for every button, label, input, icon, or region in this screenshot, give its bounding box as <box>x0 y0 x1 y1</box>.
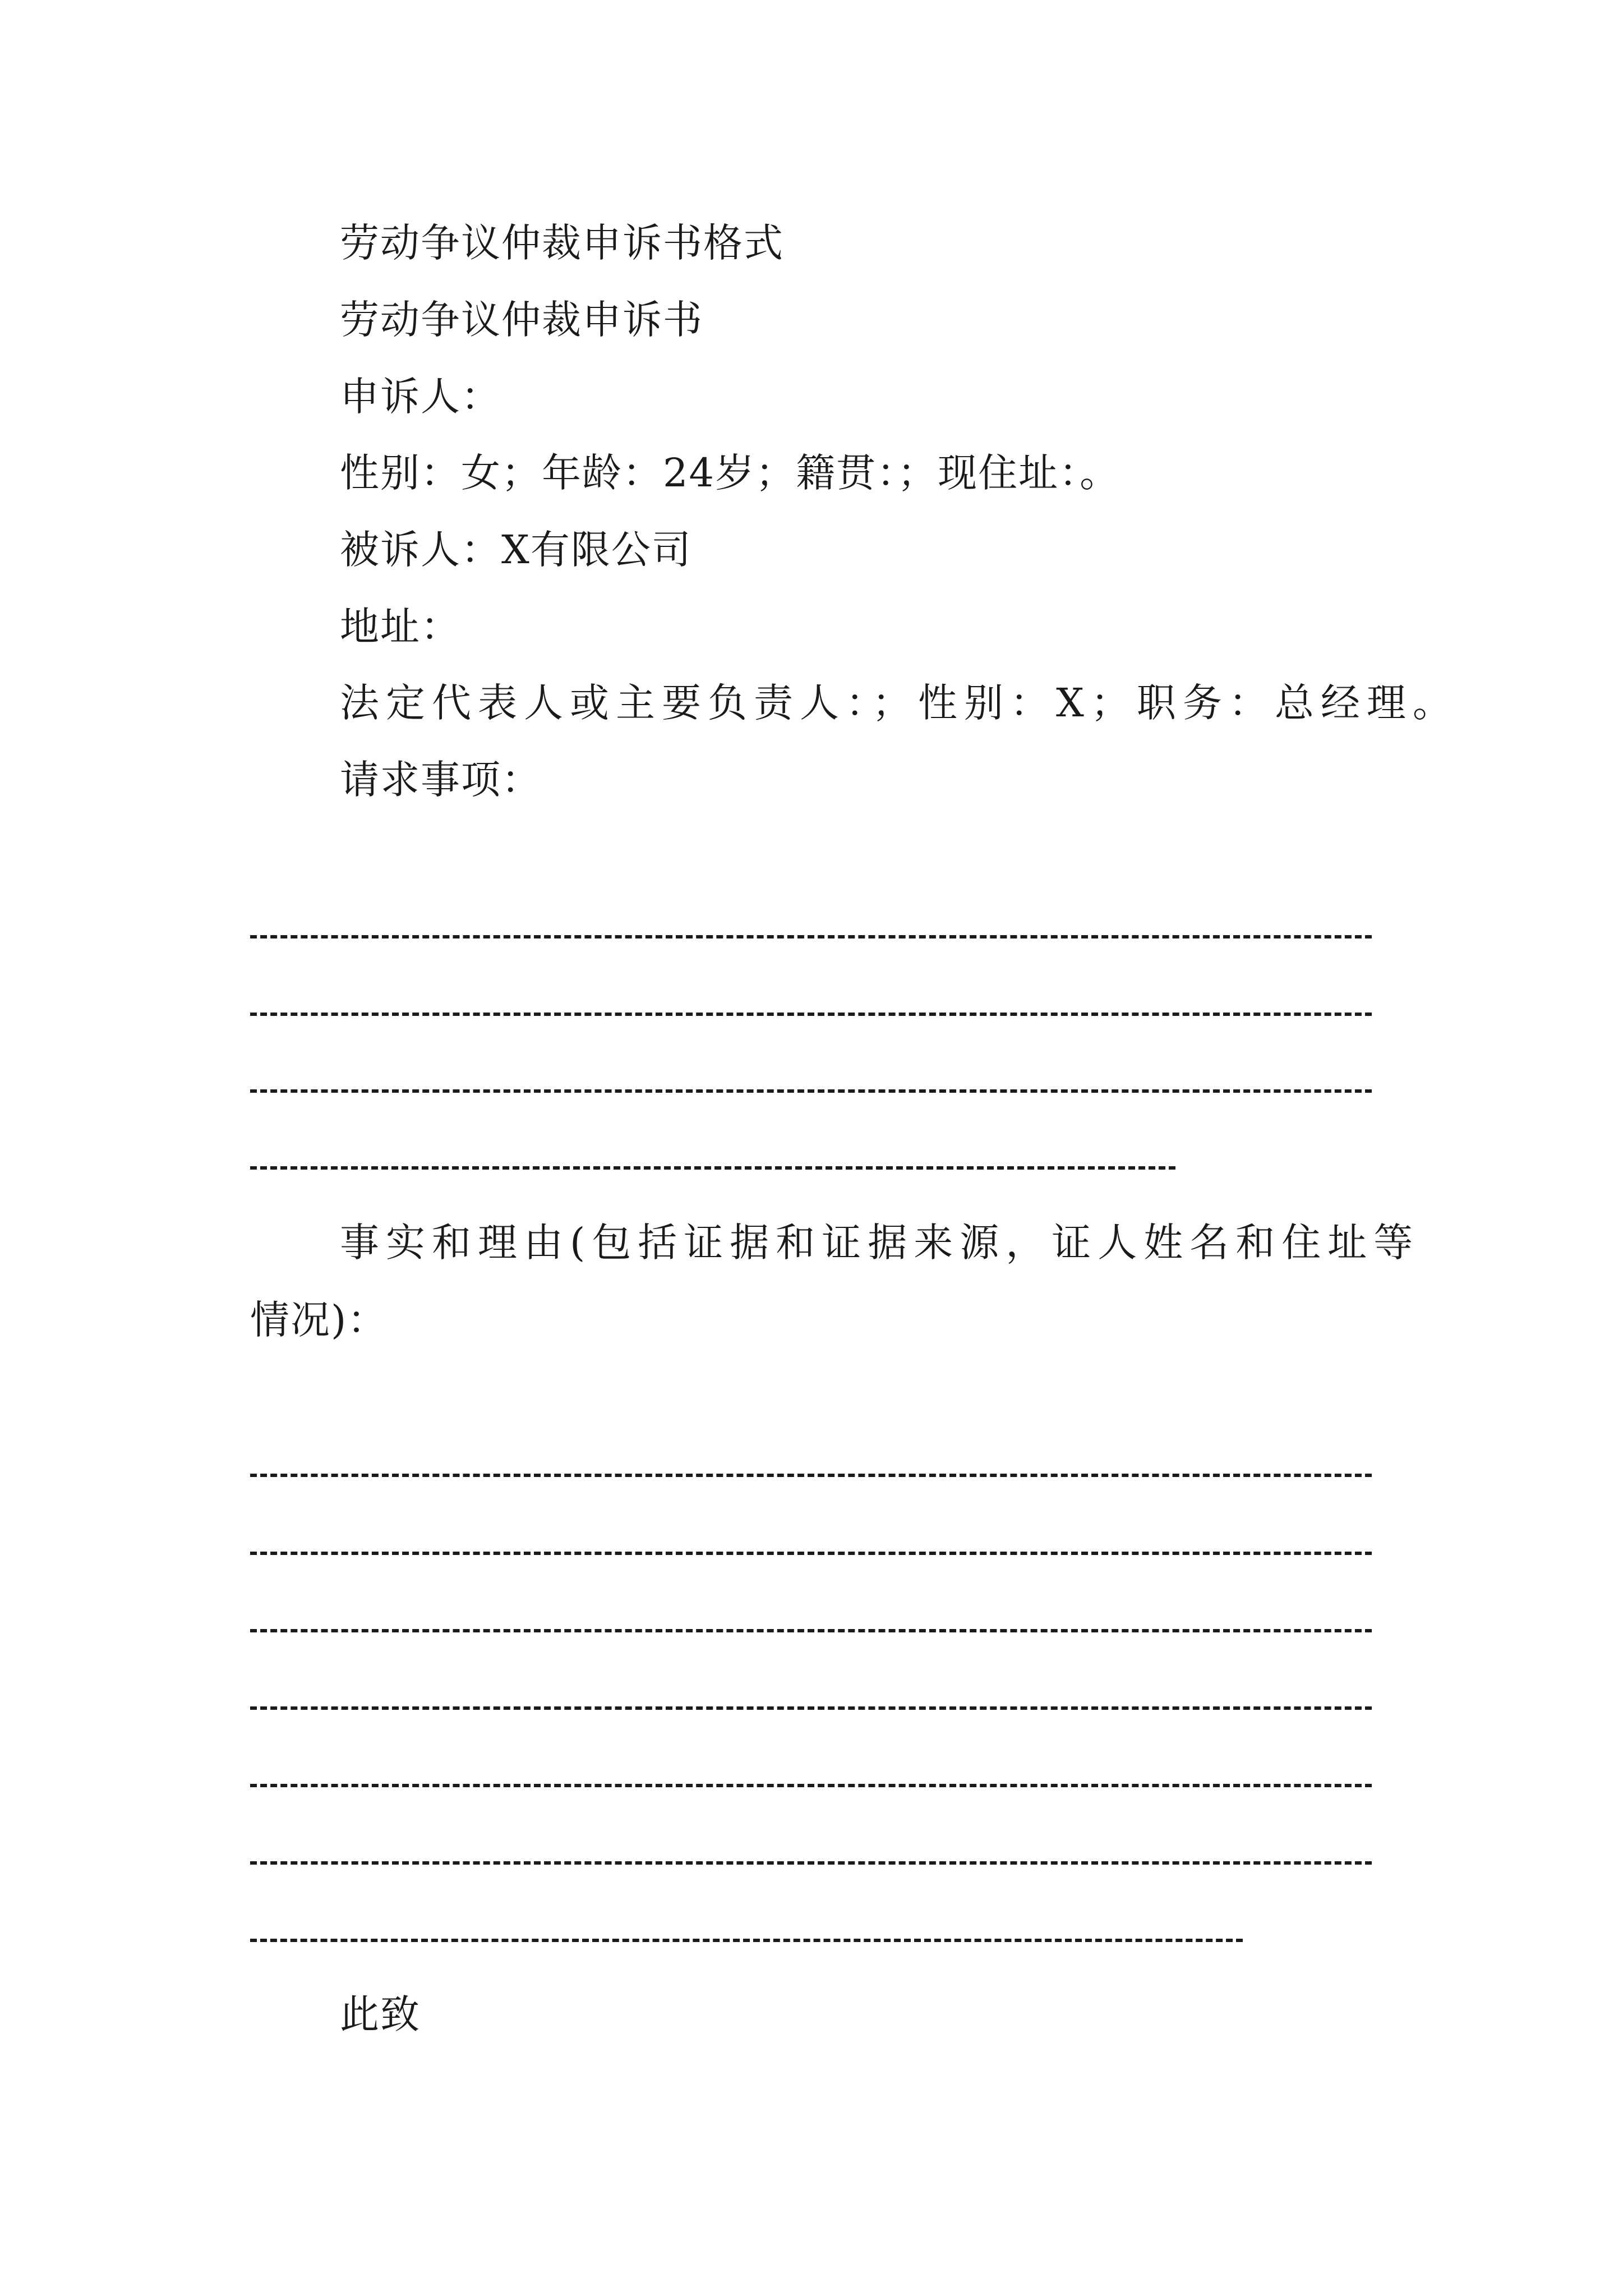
claims-blank-line <box>250 1089 1372 1093</box>
claims-blank-line <box>250 1013 1372 1016</box>
address-label: 地址： <box>340 604 461 650</box>
document-heading: 劳动争议仲裁申诉书格式 <box>340 220 784 266</box>
document-title: 劳动争议仲裁申诉书 <box>340 297 703 343</box>
respondent-line: 被诉人：X有限公司 <box>340 527 692 573</box>
facts-blank-line <box>250 1784 1372 1787</box>
closing-salutation: 此致 <box>340 1991 421 2037</box>
facts-label-continued: 情况)： <box>250 1297 388 1343</box>
facts-blank-line <box>250 1552 1372 1555</box>
claims-label: 请求事项： <box>340 757 542 803</box>
facts-blank-line <box>250 1939 1243 1942</box>
facts-blank-line <box>250 1706 1372 1710</box>
facts-label: 事实和理由(包括证据和证据来源，证人姓名和住址等 <box>340 1220 1420 1266</box>
claims-blank-line <box>250 1166 1175 1170</box>
appellant-details: 性别：女；年龄：24岁；籍贯：；现住址：。 <box>340 450 1121 496</box>
facts-blank-line <box>250 1474 1372 1477</box>
legal-representative-line: 法定代表人或主要负责人：；性别：X；职务：总经理。 <box>340 680 1459 726</box>
facts-blank-line <box>250 1629 1372 1632</box>
appellant-label: 申诉人： <box>340 374 501 420</box>
facts-blank-line <box>250 1861 1372 1865</box>
claims-blank-line <box>250 935 1372 938</box>
